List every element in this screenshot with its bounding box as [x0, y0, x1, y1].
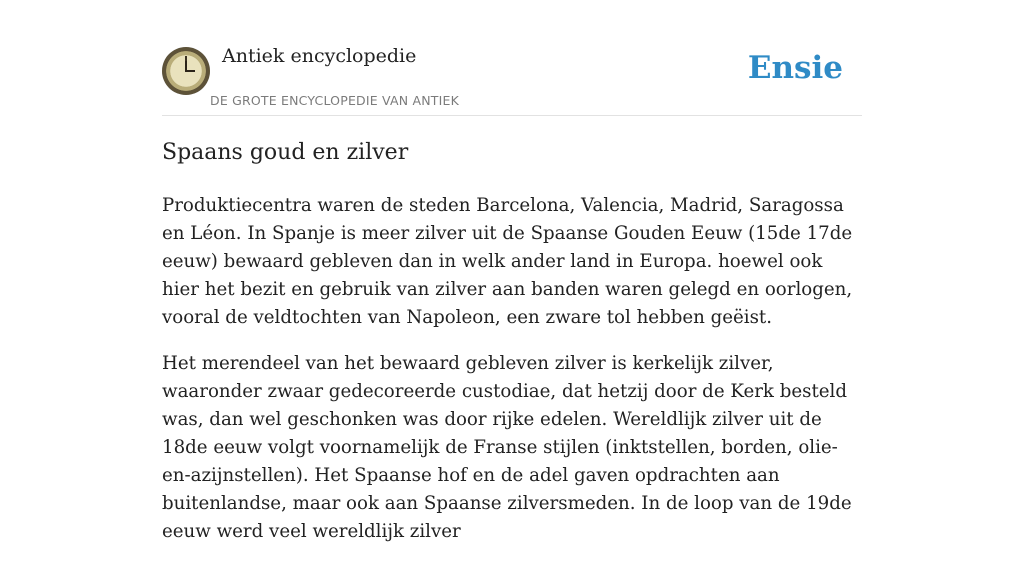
clock-minute-hand — [185, 70, 195, 72]
article-title: Spaans goud en zilver — [162, 140, 409, 165]
article-paragraph-1: Produktiecentra waren de steden Barcelona, Valencia, Madrid, Saragossa en Léon. In Spanje is meer zilver uit de Spaanse Gouden Eeuw (15de 17de eeuw) bewaard gebleven dan in welk ander land in Europa. hoewel ook hier het bezit en gebruik van zilver aan banden waren gelegd en oorlogen, vooral de veldtochten van Napoleon, een zware tol hebben geëist. — [162, 195, 853, 328]
article-paragraph-2: Het merendeel van het bewaard gebleven zilver is kerkelijk zilver, waaronder zwaar gedecoreerde custodiae, dat hetzij door de Kerk besteld was, dan wel geschonken was door rijke edelen. Wereldlijk zilver uit de 18de eeuw volgt voornamelijk de Franse stijlen (inktstellen, borden, olie-en-azijnstellen). Het Spaanse hof en de adel gaven opdrachten aan buitenlandse, maar ook aan Spaanse zilversmeden. In de loop van de 19de eeuw werd veel wereldlijk zilver — [162, 353, 852, 542]
site-name-link[interactable]: Antiek encyclopedie — [222, 45, 417, 67]
site-tagline: DE GROTE ENCYCLOPEDIE VAN ANTIEK — [210, 93, 459, 108]
antique-clock-icon[interactable] — [162, 47, 210, 95]
ensie-brand-link[interactable]: Ensie — [747, 50, 843, 86]
header-divider — [162, 115, 862, 116]
article-body — [162, 192, 862, 564]
